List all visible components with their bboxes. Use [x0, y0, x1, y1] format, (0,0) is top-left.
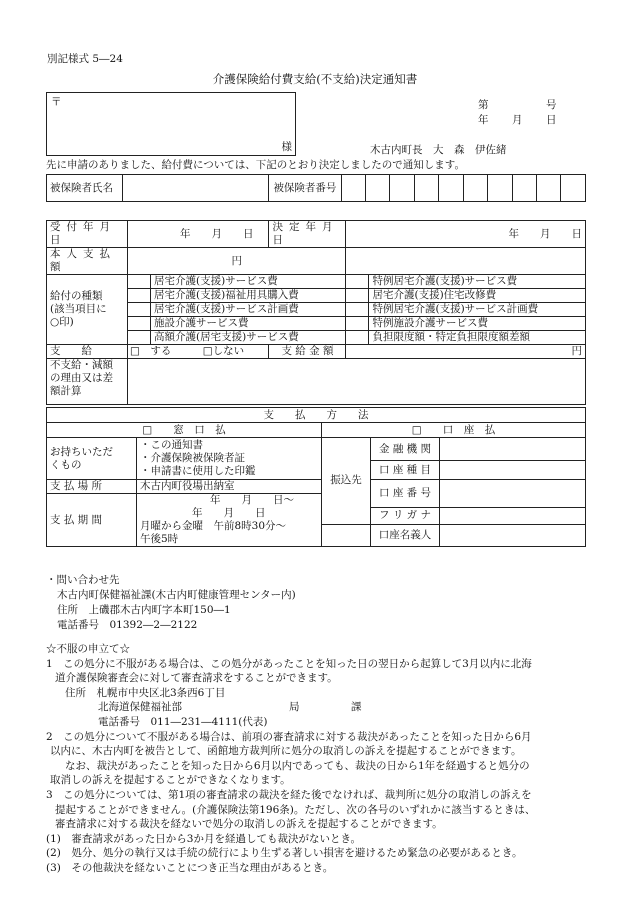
postal-mark: 〒 — [51, 96, 62, 108]
suru-checkbox[interactable]: □ する — [130, 345, 172, 357]
sama-label: 様 — [281, 141, 292, 153]
payment-label: 支 給 — [47, 345, 128, 359]
contact-block: ・問い合わせ先 木古内町保健福祉課(木古内町健康管理センター内) 住所 上磯郡木古内町字本町150―1 電話番号 01392―2―2122 — [46, 574, 296, 631]
transfer-label: 振込先 — [322, 438, 371, 525]
bring-items: ・この通知書 ・介護保険被保険者証 ・申請書に使用した印鑑 — [137, 438, 322, 480]
appeal-heading: ☆不服の申立て☆ — [46, 643, 130, 655]
received-date: 年 月 日 — [128, 221, 269, 248]
method-title: 支 払 方 法 — [47, 408, 586, 423]
decision-table — [46, 220, 586, 405]
bank-field-value[interactable] — [440, 508, 586, 524]
service-right-item: 特例施設介護サービス費 — [369, 317, 586, 331]
insured-name-value — [122, 175, 269, 202]
service-right-item: 特例居宅介護(支援)サービス費 — [369, 275, 586, 289]
bank-field-label: 口 座 番 号 — [371, 480, 440, 508]
reason-label: 不支給・減額 の理由又は差 額計算 — [47, 359, 128, 405]
bring-label: お持ちいただ くもの — [47, 438, 137, 480]
amount-yen: 円 — [346, 345, 586, 359]
appeal-block: ☆不服の申立て☆ 1 この処分に不服がある場合は、この処分があったことを知った日の翌日から起算して3月以内に北海 道介護保険審査会に対して審査請求をすることができます。 住所 札幌市中央区北3条西6丁目 北海道保健福祉部 局 課 電話番号 011―231―4111(代表) 2 この処分について不服がある場合は、前項の審査請求に対する裁決があったことを知った日から6月 以内に、木古内町を被告として、函館地方裁判所に処分の取消しの訴えを提起することができます。 なお、裁決があったことを知った日から6月以内であっても、裁決の日から1年を経過すると処分の 取消しの訴えを提起することができなくなります。 3 この処分については、第1項の審査請求の裁決を経た後でなければ、裁判所に処分の取消しの訴えを 提起することができません。(介護保険法第196条)。ただし、次の各号のいずれかに該当するときは、 審査請求に対する裁決を経ないで処分の取消しの訴えを提起することができます。 (1) 審査請求があった日から3か月を経過しても裁決がないとき。 (2) 処分、処分の執行又は手続の続行により生ずる著しい損害を避けるため緊急の必要があるとき。 (3) その他裁決を経ないことにつき正当な理由があるとき。 — [46, 642, 606, 876]
amount-label: 支 給 金 額 — [269, 345, 346, 359]
received-label: 受付年月日 — [47, 221, 128, 248]
service-right-item: 居宅介護(支援)住宅改修費 — [369, 289, 586, 303]
doc-tsuki: 月 — [512, 114, 523, 126]
service-right-item: 特例居宅介護(支援)サービス計画費 — [369, 303, 586, 317]
window-payment-title[interactable]: □ 窓 口 払 — [47, 423, 322, 438]
service-left-item: 居宅介護(支援)福祉用具購入費 — [151, 289, 346, 303]
service-left-item: 居宅介護(支援)サービス費 — [151, 275, 346, 289]
bank-field-label: 金 融 機 関 — [371, 438, 440, 461]
decided-date: 年 月 日 — [346, 221, 586, 248]
self-pay-label: 本人支払額 — [47, 248, 128, 275]
bank-field-label: 口 座 種 目 — [371, 461, 440, 480]
address-box — [46, 92, 296, 156]
form-number: 別記様式 5―24 — [47, 53, 123, 65]
place-label: 支 払 場 所 — [47, 480, 137, 494]
bank-field-value[interactable] — [440, 438, 586, 461]
document-title: 介護保険給付費支給(不支給)決定通知書 — [212, 72, 418, 86]
kind-label: 給付の種類 (該当項目に ○印) — [47, 275, 128, 345]
intro-text: 先に申請のありました、給付費については、下記のとおり決定しましたので通知します。 — [46, 159, 465, 171]
service-left-item: 居宅介護(支援)サービス計画費 — [151, 303, 346, 317]
period-label: 支 払 期 間 — [47, 494, 137, 547]
place-value: 木古内町役場出納室 — [137, 480, 322, 494]
service-right-item: 負担限度額・特定負担限度額差額 — [369, 331, 586, 345]
service-left-item: 施設介護サービス費 — [151, 317, 346, 331]
doc-hi: 日 — [546, 114, 557, 126]
insured-name-label: 被保険者氏名 — [47, 175, 123, 202]
doc-nen: 年 — [478, 114, 489, 126]
insured-number-label: 被保険者番号 — [269, 175, 341, 202]
bank-field-value[interactable] — [440, 461, 586, 480]
bank-field-label: 口座名義人 — [371, 524, 440, 546]
payment-table — [46, 407, 586, 547]
self-pay-yen: 円 — [128, 248, 346, 275]
reason-value — [128, 359, 586, 405]
bank-field-value[interactable] — [440, 524, 586, 546]
period-lines: 年 月 日～ 年 月 日 月曜から金曜 午前8時30分～ 午後5時 — [137, 494, 322, 547]
decided-label: 決定年月日 — [269, 221, 346, 248]
bank-field-label: フ リ ガ ナ — [371, 508, 440, 524]
doc-dai: 第 — [478, 99, 489, 111]
service-left-item: 高額介護(居宅支援)サービス費 — [151, 331, 346, 345]
shinai-checkbox[interactable]: □しない — [202, 345, 245, 357]
insured-table — [46, 174, 586, 202]
bank-field-value[interactable] — [440, 480, 586, 508]
doc-go: 号 — [546, 99, 557, 111]
issuer: 木古内町長 大 森 伊佐緒 — [370, 144, 507, 156]
account-payment-title[interactable]: □ 口 座 払 — [322, 423, 586, 438]
